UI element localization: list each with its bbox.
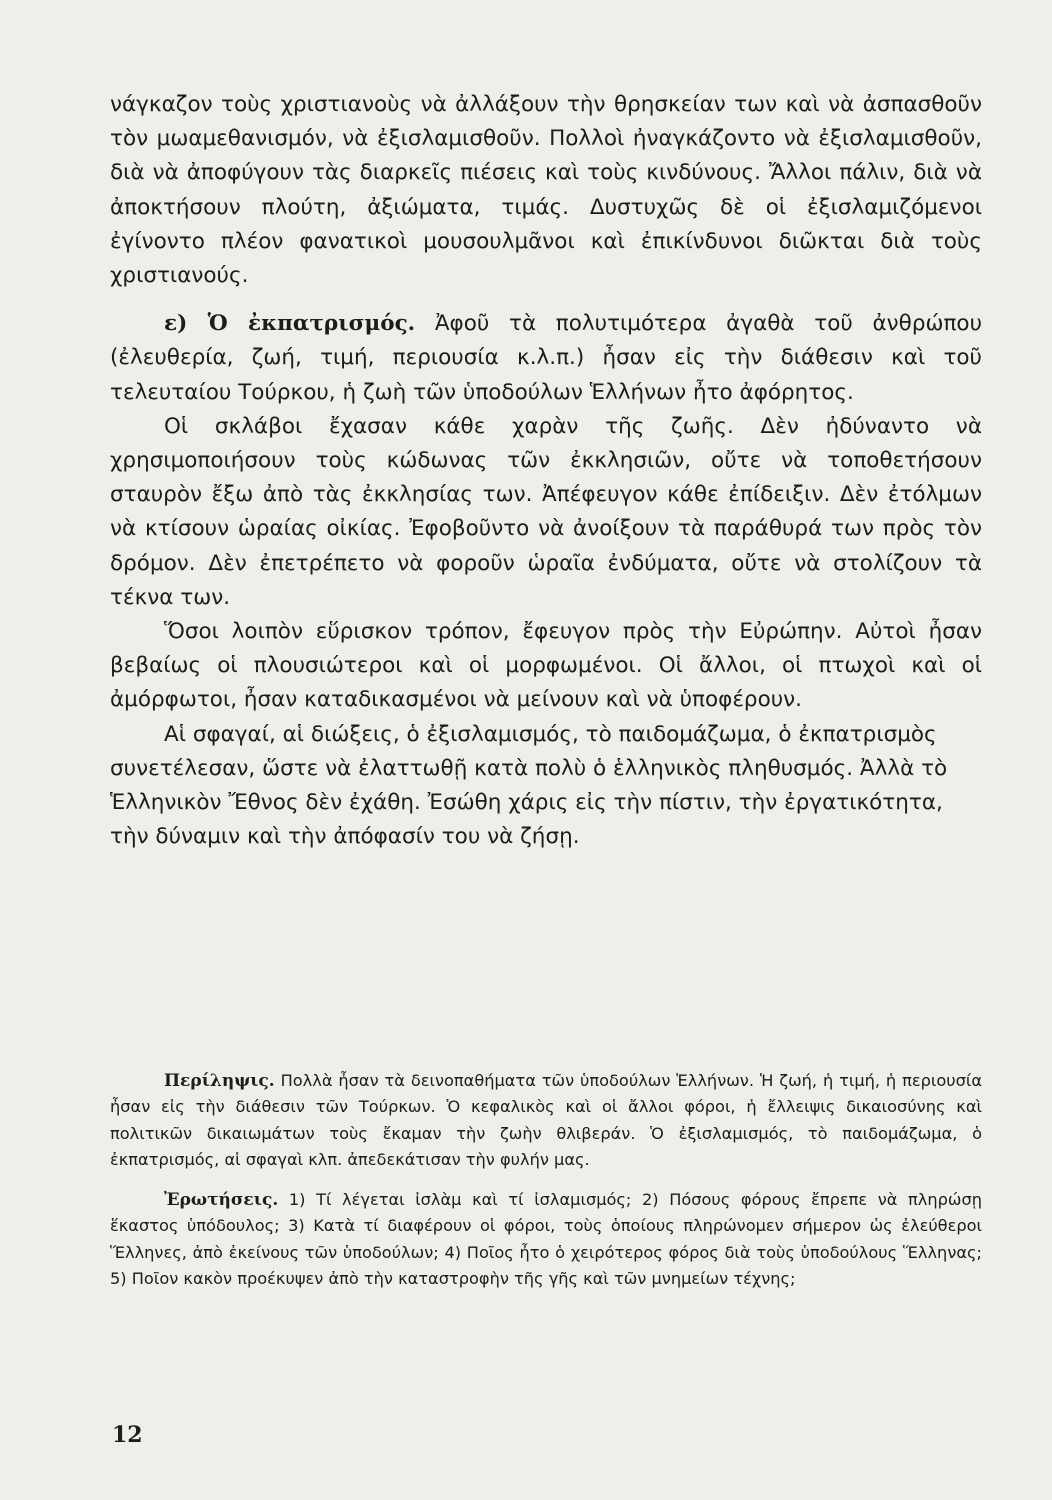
section-heading-expatriation: ε) Ὁ ἐκπατρισμός. [164,311,416,337]
paragraph-islamization: νάγκαζον τοὺς χριστιανοὺς νὰ ἀλλάξουν τὴν θρησκείαν των καὶ νὰ ἀσπασθοῦν τὸν μωαμεθανισμόν, νὰ ἐξισλαμισθοῦν. Πολλοὶ ἠναγκάζοντο νὰ ἐξισλαμισθοῦν, διὰ νὰ ἀποφύγουν τὰς διαρκεῖς πιέσεις καὶ τοὺς κινδύνους. Ἄλλοι πάλιν, διὰ νὰ ἀποκτήσουν πλούτη, ἀξιώματα, τιμάς. Δυστυχῶς δὲ οἱ ἐξισλαμιζόμενοι ἐγίνοντο πλέον φανατικοὶ μουσουλμᾶνοι καὶ ἐπικίνδυνοι διῶκται διὰ τοὺς χριστιανούς. [110,92,982,289]
questions-text: 1) Τί λέγεται ἰσλὰμ καὶ τί ἰσλαμισμός; 2) Πόσους φόρους ἔπρεπε νὰ πληρώσῃ ἕκαστος ὑπόδουλος; 3) Κατὰ τί διαφέρουν οἱ φόροι, τοὺς ὁποίους πληρώνομεν σήμερον ὡς ἐλεύθεροι Ἕλληνες, ἀπὸ ἐκείνους τῶν ὑποδούλων; 4) Ποῖος ἦτο ὁ χειρότερος φόρος διὰ τοὺς ὑποδούλους Ἕλληνας; 5) Ποῖον κακὸν προέκυψεν ἀπὸ τὴν καταστροφὴν τῆς γῆς καὶ τῶν μνημείων τέχνης; [110,1190,982,1289]
paragraph-emigration: Ὅσοι λοιπὸν εὕρισκον τρόπον, ἔφευγον πρὸς τὴν Εὐρώπην. Αὐτοὶ ἦσαν βεβαίως οἱ πλουσιώτεροι καὶ οἱ μορφωμένοι. Οἱ ἄλλοι, οἱ πτωχοὶ καὶ οἱ ἀμόρφωτοι, ἦσαν καταδικασμένοι νὰ μείνουν καὶ νὰ ὑποφέρουν. [110,619,982,713]
summary-paragraph [110,1068,982,1173]
questions-label: Ἐρωτήσεις. [164,1190,279,1211]
page-number: 12 [112,1422,143,1448]
paragraph-slaves: Οἱ σκλάβοι ἔχασαν κάθε χαρὰν τῆς ζωῆς. Δὲν ἠδύναντο νὰ χρησιμοποιήσουν τοὺς κώδωνας τῶν ἐκκλησιῶν, οὔτε νὰ τοποθετήσουν σταυρὸν ἔξω ἀπὸ τὰς ἐκκλησίας των. Ἀπέφευγον κάθε ἐπίδειξιν. Δὲν ἐτόλμων νὰ κτίσουν ὡραίας οἰκίας. Ἐφοβοῦντο νὰ ἀνοίξουν τὰ παράθυρά των πρὸς τὸν δρόμον. Δὲν ἐπετρέπετο νὰ φοροῦν ὡραῖα ἐνδύματα, οὔτε νὰ στολίζουν τὰ τέκνα των. [110,413,982,610]
summary-block [110,1068,982,1292]
summary-text: Πολλὰ ἦσαν τὰ δεινοπαθήματα τῶν ὑποδούλων Ἑλλήνων. Ἡ ζωή, ἡ τιμή, ἡ περιουσία ἦσαν εἰς τὴν διάθεσιν τῶν Τούρκων. Ὁ κεφαλικὸς καὶ οἱ ἄλλοι φόροι, ἡ ἔλλειψις δικαιοσύνης καὶ πολιτικῶν δικαιωμάτων τοὺς ἔκαμαν τὴν ζωὴν θλιβεράν. Ὁ ἐξισλαμισμός, τὸ παιδομάζωμα, ὁ ἐκπατρισμός, αἱ σφαγαὶ κλπ. ἀπεδεκάτισαν τὴν φυλήν μας. [110,1071,982,1169]
questions-paragraph [110,1187,982,1292]
paragraph-expatriation [110,307,982,410]
summary-label: Περίληψις. [164,1071,275,1091]
main-text [110,88,982,854]
paragraph-conclusion: Αἱ σφαγαί, αἱ διώξεις, ὁ ἐξισλαμισμός, τὸ παιδομάζωμα, ὁ ἐκπατρισμὸς συνετέλεσαν, ὥστε νὰ ἐλαττωθῇ κατὰ πολὺ ὁ ἑλληνικὸς πληθυσμός. Ἀλλὰ τὸ Ἑλληνικὸν Ἔθνος δὲν ἐχάθη. Ἐσώθη χάρις εἰς τὴν πίστιν, τὴν ἐργατικότητα, τὴν δύναμιν καὶ τὴν ἀπόφασίν του νὰ ζήσῃ. [110,721,948,850]
paragraph-expatriation-text: Ἀφοῦ τὰ πολυτιμότερα ἀγαθὰ τοῦ ἀνθρώπου (ἐλευθερία, ζωή, τιμή, περιουσία κ.λ.π.) ἦσαν εἰς τὴν διάθεσιν καὶ τοῦ τελευταίου Τούρκου, ἡ ζωὴ τῶν ὑποδούλων Ἑλλήνων ἦτο ἀφόρητος. [110,311,983,405]
